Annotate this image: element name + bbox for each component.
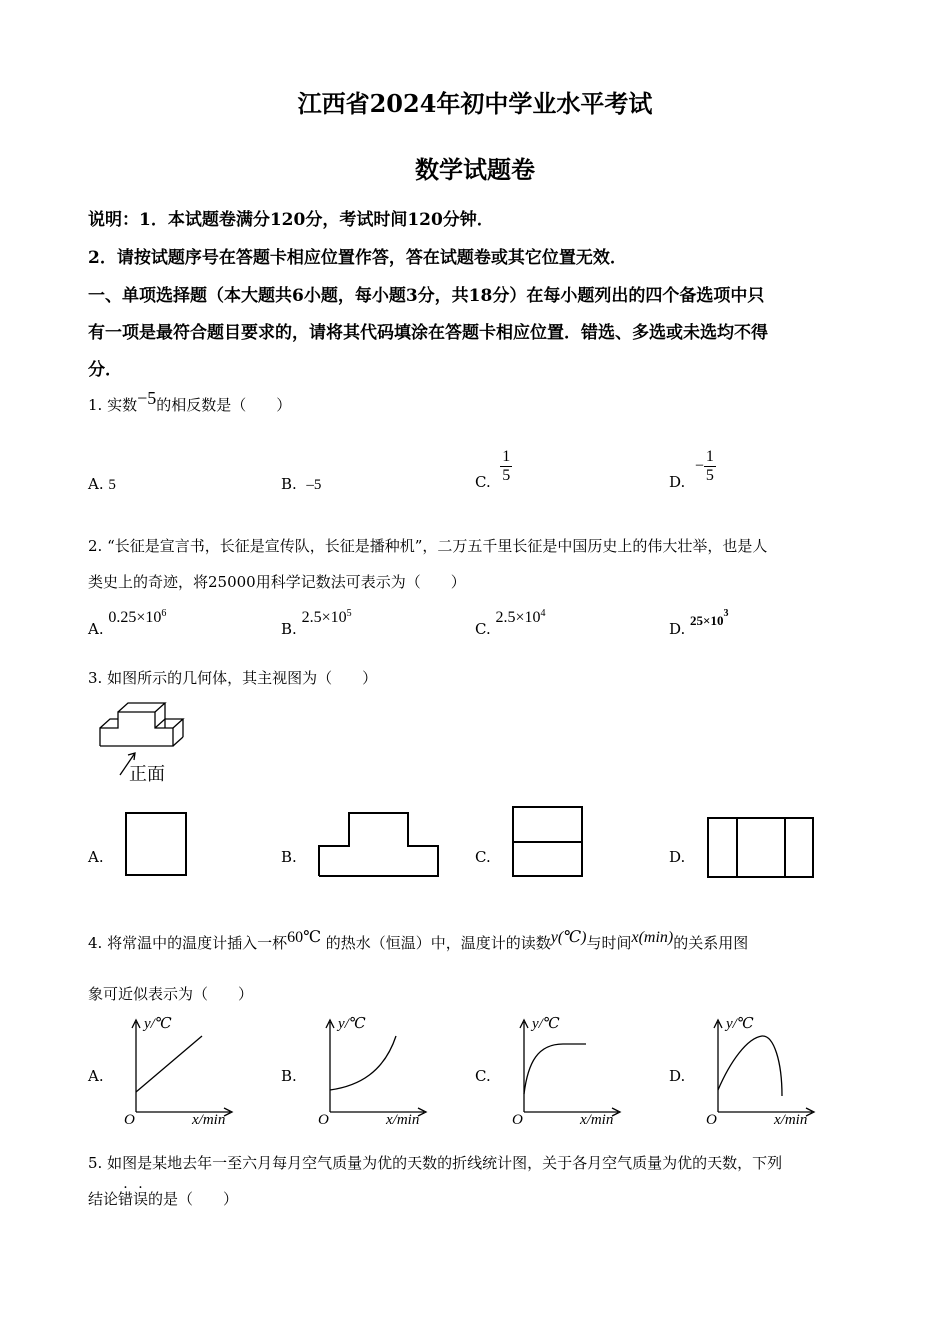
- q4-graph-b[interactable]: [314, 1012, 432, 1127]
- exam-subtitle: 数学试题卷: [415, 155, 535, 184]
- svg-text:y/℃: y/℃: [144, 1016, 172, 1032]
- q3-option-d-label[interactable]: D.: [669, 848, 686, 866]
- q3-option-d-figure[interactable]: [707, 817, 815, 879]
- instruction-1: 说明：1．本试题卷满分120分，考试时间120分钟．: [88, 210, 494, 230]
- svg-text:O: O: [124, 1112, 135, 1127]
- q3-option-c-figure[interactable]: [512, 806, 584, 878]
- svg-text:x/min: x/min: [580, 1112, 614, 1127]
- svg-text:O: O: [706, 1112, 717, 1127]
- temperature-value: 60℃: [287, 929, 321, 946]
- q4-graph-c[interactable]: [508, 1012, 626, 1127]
- q3-option-c-label[interactable]: C.: [475, 848, 491, 866]
- exam-title: 江西省2024年初中学业水平考试: [297, 89, 653, 118]
- question-1: [88, 388, 292, 415]
- question-4-line1: 4. 将常温中的温度计插入一杯60℃ 的热水（恒温）中，温度计的读数y(℃)与时间x(min)的关系用图: [88, 929, 749, 952]
- q4-option-a-label[interactable]: A.: [88, 1067, 104, 1085]
- question-2-line2: 类史上的奇迹，将25000用科学记数法可表示为（ ）: [88, 573, 466, 591]
- question-5-line2: 结论错误的是（ ）: [88, 1190, 239, 1208]
- q4-option-c-label[interactable]: C.: [475, 1067, 491, 1085]
- q2-option-a[interactable]: A. $0.25\times 10^6$: [88, 608, 167, 638]
- q1-option-a[interactable]: A. 5: [88, 475, 116, 493]
- q1-option-c[interactable]: C. $\frac{1}{5}$: [475, 448, 511, 491]
- emphasis-char: 误: [133, 1190, 149, 1208]
- x-variable: x(min): [631, 929, 674, 946]
- question-4-line2: 象可近似表示为（ ）: [88, 985, 254, 1003]
- emphasis-char: 错: [118, 1190, 134, 1208]
- instruction-2: 2．请按试题序号在答题卡相应位置作答，答在试题卷或其它位置无效．: [88, 248, 627, 268]
- q3-option-b-label[interactable]: B.: [281, 848, 297, 866]
- q4-option-d-label[interactable]: D.: [669, 1067, 686, 1085]
- fraction: $\frac{1}{5}$: [502, 448, 511, 484]
- q1-option-b[interactable]: B. –5: [281, 475, 322, 493]
- q3-option-a-figure[interactable]: [125, 812, 189, 878]
- q1-number: −5: [137, 388, 157, 408]
- question-3: 3. 如图所示的几何体，其主视图为（ ）: [88, 669, 378, 687]
- svg-text:y/℃: y/℃: [726, 1016, 754, 1032]
- svg-text:y/℃: y/℃: [532, 1016, 560, 1032]
- svg-text:x/min: x/min: [774, 1112, 808, 1127]
- q2-option-c[interactable]: C. $2.5\times 10^4$: [475, 608, 546, 638]
- svg-text:x/min: x/min: [386, 1112, 420, 1127]
- q4-graph-a[interactable]: [120, 1012, 238, 1127]
- solid-figure: [95, 695, 195, 785]
- q2-option-b[interactable]: B. $2.5\times 10^5$: [281, 608, 352, 638]
- section-heading-line3: 分．: [88, 360, 122, 380]
- q1-prefix: 1. 实数: [88, 396, 138, 414]
- svg-text:y/℃: y/℃: [338, 1016, 366, 1032]
- fraction: $\frac{1}{5}$: [705, 448, 714, 484]
- svg-text:O: O: [512, 1112, 523, 1127]
- q1-option-d[interactable]: D. − $\frac{1}{5}$: [669, 448, 714, 491]
- svg-text:x/min: x/min: [192, 1112, 226, 1127]
- q2-option-d[interactable]: D. $25\times 10^3$: [669, 608, 729, 638]
- q3-option-a-label[interactable]: A.: [88, 848, 104, 866]
- section-heading-line2: 有一项是最符合题目要求的，请将其代码填涂在答题卡相应位置．错选、多选或未选均不得: [88, 323, 768, 343]
- q1-suffix: 的相反数是（ ）: [156, 396, 292, 414]
- svg-text:O: O: [318, 1112, 329, 1127]
- section-heading-line1: 一、单项选择题（本大题共6小题，每小题3分，共18分）在每小题列出的四个备选项中只: [88, 286, 765, 306]
- q4-option-b-label[interactable]: B.: [281, 1067, 297, 1085]
- q4-graph-d[interactable]: [702, 1012, 820, 1127]
- question-5-line1: 5. 如图是某地去年一至六月每月空气质量为优的天数的折线统计图，关于各月空气质量为优的天数，下列: [88, 1154, 783, 1172]
- question-2-line1: 2. “长征是宣言书，长征是宣传队，长征是播种机”，二万五千里长征是中国历史上的伟大壮举，也是人: [88, 537, 768, 555]
- y-variable: y(℃): [550, 929, 587, 946]
- front-label: 正面: [129, 764, 165, 784]
- q3-option-b-figure[interactable]: [318, 812, 440, 878]
